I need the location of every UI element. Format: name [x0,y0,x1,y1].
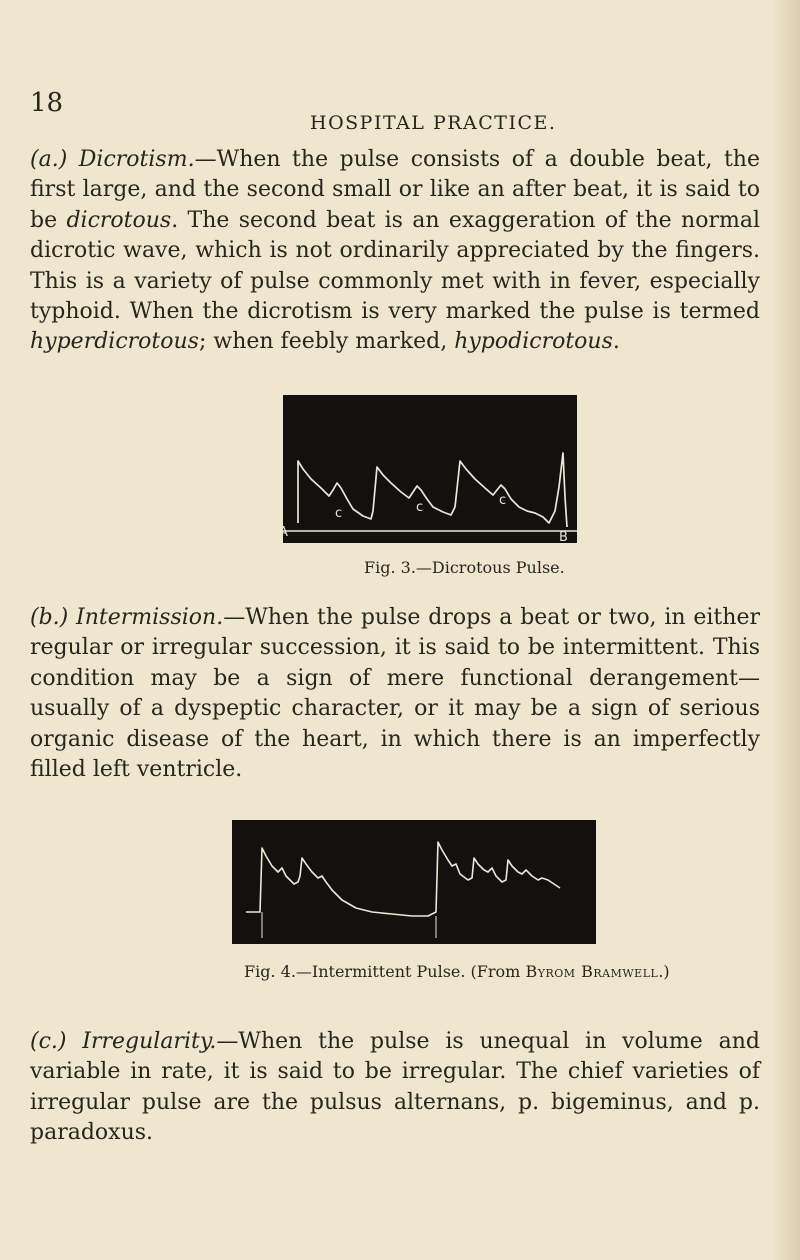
figure-intermittent-pulse [232,820,596,944]
intermittent-pulse-tracing [232,820,596,944]
intermission-text: —When the pulse drops a beat or two, in either regular or irregular succession, it is said to be intermittent. This condition may be a sign of mere functional derangement—usually of a dyspeptic character, or it may be a sign of serious organic disease of the heart, in which there is an imperfectly filled left ventricle. [30,605,760,783]
pulse-trace [246,842,560,916]
dicrotic-wave-label-3: c [499,493,507,508]
section-label-dicrotism: (a.) Dicrotism. [30,147,195,172]
trace-end-label: B [559,530,568,545]
page-edge-shadow [772,0,800,1260]
paragraph-intermission [30,603,760,785]
term-dicrotous: dicrotous [66,207,172,233]
paragraph-irregularity [30,1027,760,1149]
running-head: HOSPITAL PRACTICE. [310,112,557,134]
figure-4-caption [244,962,670,981]
dicrotous-pulse-tracing [279,395,577,545]
paragraph-dicrotism [30,145,760,358]
figure-4-caption-end: .) [658,962,670,981]
section-label-irregularity: (c.) Irregularity. [30,1029,217,1054]
trace-start-label: A [279,525,288,540]
figure-4-caption-source: Byrom Bramwell [525,962,659,981]
page-number: 18 [30,88,64,118]
irregularity-text: —When the pulse is unequal in volume and variable in rate, it is said to be irregular. The chief varieties of irregular pulse are the pulsus alternans, p. bigeminus, and p. paradoxus. [30,1029,760,1146]
term-hyperdicrotous: hyperdicrotous [30,329,199,355]
figure-dicrotous-pulse [279,395,577,545]
figure-4-caption-main: Fig. 4.—Intermittent Pulse. (From [244,962,526,981]
dicrotism-text-4: . [612,329,620,355]
dicrotism-text-2: . The second beat is an exaggeration of the normal dicrotic wave, which is not ordinarily appreciated by the fingers. This is a variety of pulse commonly met with in fever, especially typhoid. When the dicrotism is very marked the pulse is termed [30,207,760,325]
figure-3-caption: Fig. 3.—Dicrotous Pulse. [364,558,565,577]
section-label-intermission: (b.) Intermission. [30,605,224,630]
dicrotic-wave-label-2: c [416,500,424,515]
dicrotism-text-1: —When the pulse consists of a double beat, the first large, and the second small or like an after beat, it is said to be [30,147,760,233]
term-hypodicrotous: hypodicrotous [454,329,613,355]
dicrotism-text-3: ; when feebly marked, [198,329,455,355]
dicrotic-wave-label-1: c [335,506,343,521]
